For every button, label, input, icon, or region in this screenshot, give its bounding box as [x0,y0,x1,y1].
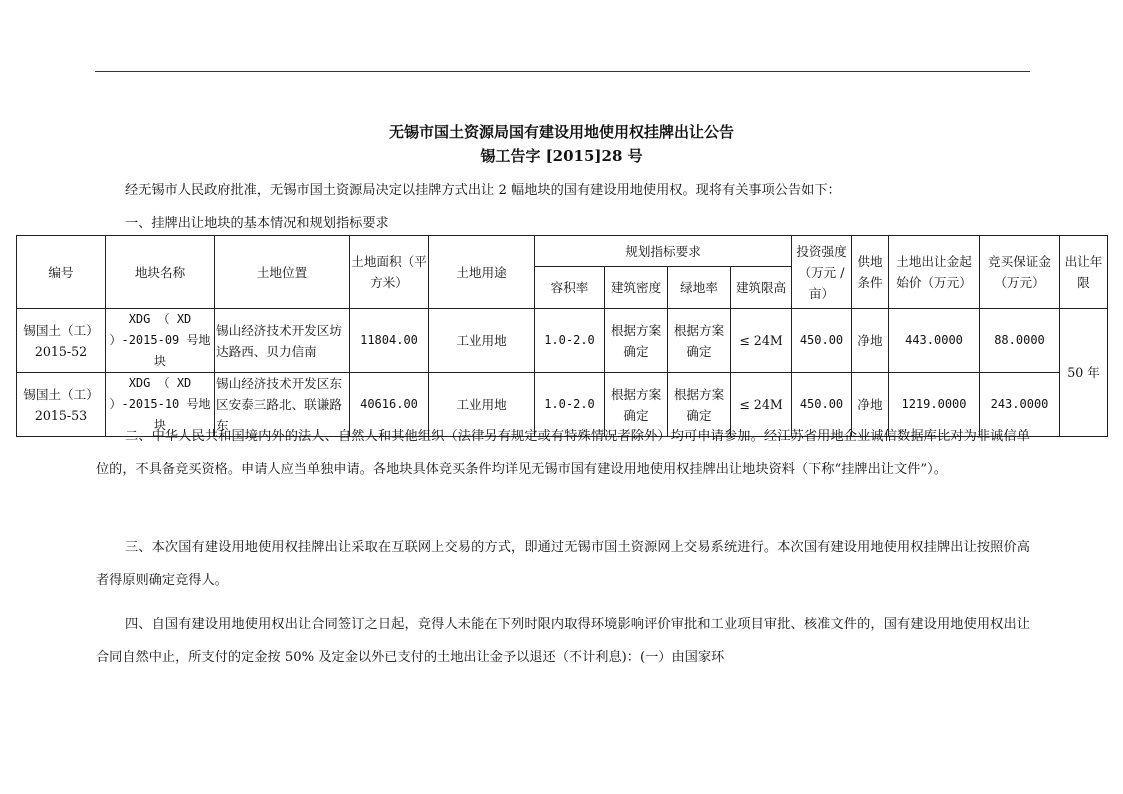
cell-area: 40616.00 [350,373,429,437]
header-planning-group: 规划指标要求 [535,236,792,267]
cell-height-limit: ≤ 24M [731,309,792,373]
cell-start-price: 443.0000 [889,309,980,373]
header-location: 土地位置 [215,236,350,309]
header-area: 土地面积（平方米） [350,236,429,309]
table-row [17,309,1108,373]
cell-far: 1.0-2.0 [535,373,605,437]
cell-area: 11804.00 [350,309,429,373]
cell-term: 50 年 [1060,309,1108,437]
lead-paragraph: 经无锡市人民政府批准，无锡市国土资源局决定以挂牌方式出让 2 幅地块的国有建设用地使用权。现将有关事项公告如下： [125,183,841,198]
header-green-rate: 绿地率 [668,267,731,309]
header-far: 容积率 [535,267,605,309]
cell-green-rate: 根据方案确定 [668,309,731,373]
header-parcel-name: 地块名称 [106,236,215,309]
header-supply: 供地条件 [852,236,889,309]
cell-deposit: 88.0000 [980,309,1060,373]
cell-supply: 净地 [852,373,889,437]
cell-use: 工业用地 [429,373,535,437]
cell-number: 锡国土（工）2015-53 [17,373,106,437]
cell-number: 锡国土（工）2015-52 [17,309,106,373]
cell-green-rate: 根据方案确定 [668,373,731,437]
header-term: 出让年限 [1060,236,1108,309]
cell-height-limit: ≤ 24M [731,373,792,437]
cell-deposit: 243.0000 [980,373,1060,437]
header-investment: 投资强度（万元 / 亩） [792,236,852,309]
cell-supply: 净地 [852,309,889,373]
table-header-row [17,236,1108,267]
land-parcel-table [16,235,1108,437]
header-use: 土地用途 [429,236,535,309]
document-number: 锡工告字 [2015]28 号 [480,147,643,165]
cell-use: 工业用地 [429,309,535,373]
cell-far: 1.0-2.0 [535,309,605,373]
cell-location: 锡山经济技术开发区东区安泰三路北、联谦路东 [215,373,350,437]
cell-investment: 450.00 [792,309,852,373]
paragraph-2: 二、中华人民共和国境内外的法人、自然人和其他组织（法律另有规定或有特殊情况者除外）均可申请参加。经江苏省用地企业诚信数据库比对为非诚信单位的，不具备竞买资格。申请人应当单独申请。各地块具体竞买条件均详见无锡市国有建设用地使用权挂牌出让地块资料（下称“挂牌出让文件”）。 [96,429,1030,477]
cell-parcel-name: XDG （ XD ）-2015-09 号地块 [106,309,215,373]
cell-investment: 450.00 [792,373,852,437]
section-1-heading: 一、挂牌出让地块的基本情况和规划指标要求 [125,216,389,231]
header-start-price: 土地出让金起始价（万元） [889,236,980,309]
paragraph-3: 三、本次国有建设用地使用权挂牌出让采取在互联网上交易的方式，即通过无锡市国土资源网上交易系统进行。本次国有建设用地使用权挂牌出让按照价高者得原则确定竞得人。 [96,540,1030,588]
cell-start-price: 1219.0000 [889,373,980,437]
cell-density: 根据方案确定 [605,309,668,373]
header-density: 建筑密度 [605,267,668,309]
cell-density: 根据方案确定 [605,373,668,437]
paragraph-4: 四、自国有建设用地使用权出让合同签订之日起，竞得人未能在下列时限内取得环境影响评价审批和工业项目审批、核准文件的，国有建设用地使用权出让合同自然中止，所支付的定金按 50% 及定金以外已支付的土地出让金予以退还（不计利息)：(一）由国家环 [96,617,1030,665]
document-title: 无锡市国土资源局国有建设用地使用权挂牌出让公告 [388,123,734,141]
header-height-limit: 建筑限高 [731,267,792,309]
header-number: 编号 [17,236,106,309]
cell-location: 锡山经济技术开发区坊达路西、贝力信南 [215,309,350,373]
cell-parcel-name: XDG （ XD ）-2015-10 号地块 [106,373,215,437]
header-deposit: 竞买保证金（万元） [980,236,1060,309]
header-rule [95,71,1030,72]
